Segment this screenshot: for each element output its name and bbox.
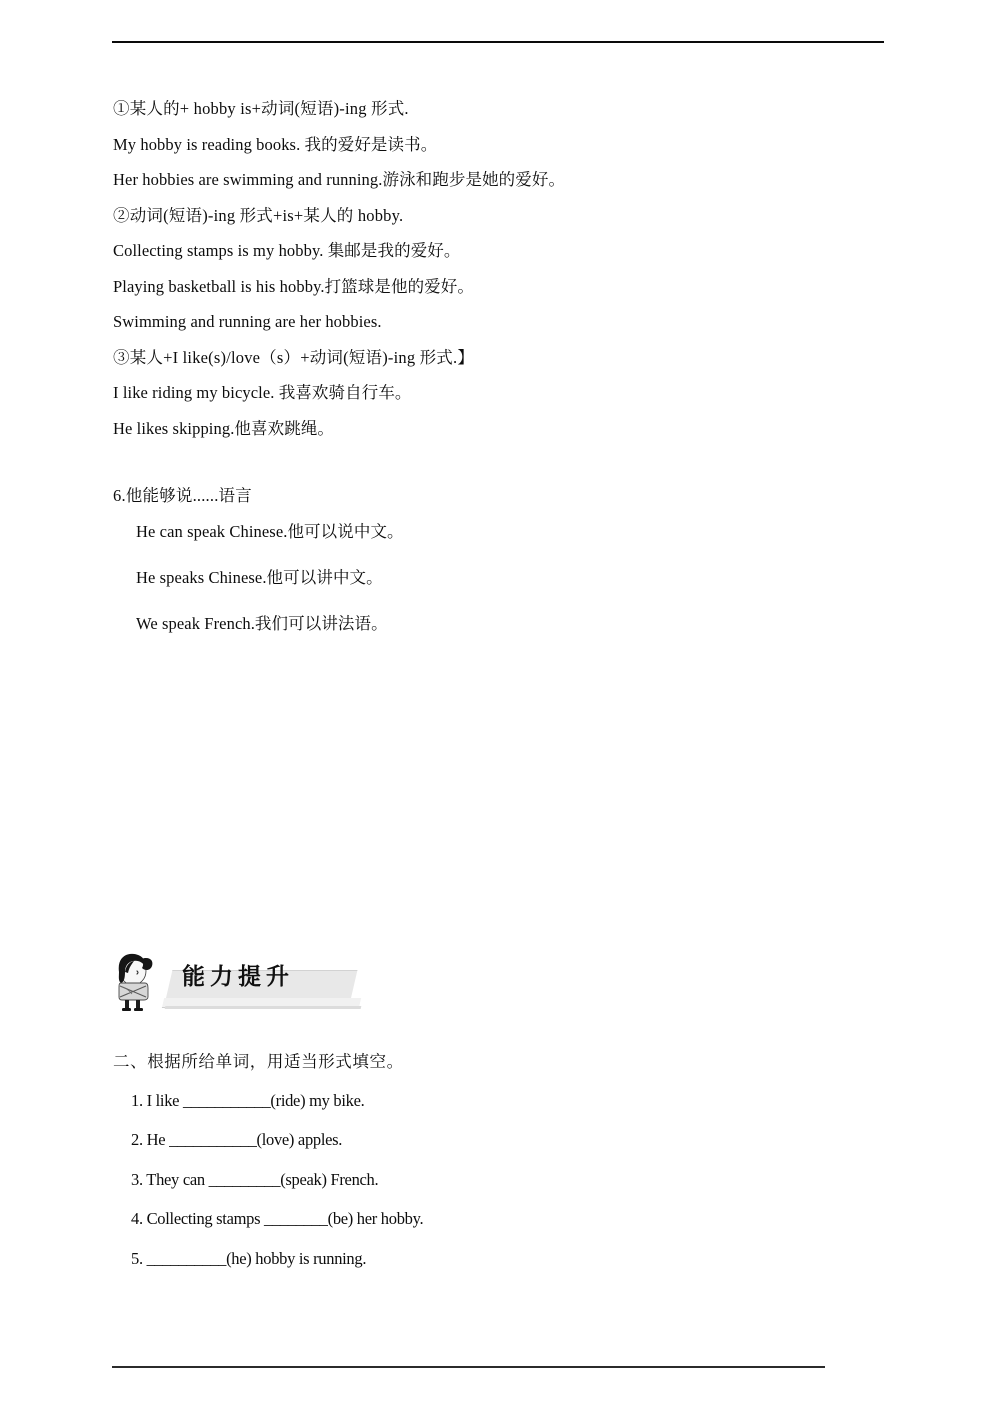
section-six-example: We speak French.我们可以讲法语。 bbox=[136, 613, 388, 633]
note-line: ②动词(短语)-ing 形式+is+某人的 hobby. bbox=[113, 205, 404, 225]
banner-title: 能力提升 bbox=[182, 964, 294, 990]
note-line: I like riding my bicycle. 我喜欢骑自行车。 bbox=[113, 383, 412, 402]
note-line: He likes skipping.他喜欢跳绳。 bbox=[113, 418, 335, 438]
note-line: My hobby is reading books. 我的爱好是读书。 bbox=[113, 134, 438, 154]
top-horizontal-rule bbox=[112, 41, 884, 43]
girl-cartoon-icon bbox=[108, 950, 156, 1012]
exercise-section bbox=[113, 1054, 913, 1290]
bottom-horizontal-rule bbox=[112, 1366, 825, 1368]
note-line: ①某人的+ hobby is+动词(短语)-ing 形式. bbox=[113, 99, 409, 118]
ability-improvement-banner bbox=[108, 950, 528, 1020]
exercise-item: 3. They can _________(speak) French. bbox=[131, 1169, 379, 1189]
section-six-example: He can speak Chinese.他可以说中文。 bbox=[136, 521, 404, 541]
exercise-item: 5. __________(he) hobby is running. bbox=[131, 1248, 367, 1268]
exercise-heading: 二、根据所给单词，用适当形式填空。 bbox=[113, 1052, 404, 1071]
note-line: Collecting stamps is my hobby. 集邮是我的爱好。 bbox=[113, 241, 461, 260]
note-line: Swimming and running are her hobbies. bbox=[113, 312, 382, 331]
note-line: ③某人+I like(s)/love（s）+动词(短语)-ing 形式.】 bbox=[113, 347, 475, 367]
grammar-notes-block bbox=[113, 101, 913, 456]
note-line: Playing basketball is his hobby.打篮球是他的爱好。 bbox=[113, 276, 474, 296]
note-line: Her hobbies are swimming and running.游泳和跑步是她的爱好。 bbox=[113, 170, 566, 189]
section-six-example: He speaks Chinese.他可以讲中文。 bbox=[136, 567, 383, 587]
slab-shadow bbox=[165, 1006, 362, 1009]
exercise-item: 2. He ___________(love) apples. bbox=[131, 1130, 343, 1149]
exercise-item: 4. Collecting stamps ________(be) her hobby. bbox=[131, 1209, 424, 1228]
section-six-heading: 6.他能够说......语言 bbox=[113, 486, 252, 505]
section-six-block bbox=[113, 488, 913, 662]
exercise-item: 1. I like ___________(ride) my bike. bbox=[131, 1090, 365, 1110]
